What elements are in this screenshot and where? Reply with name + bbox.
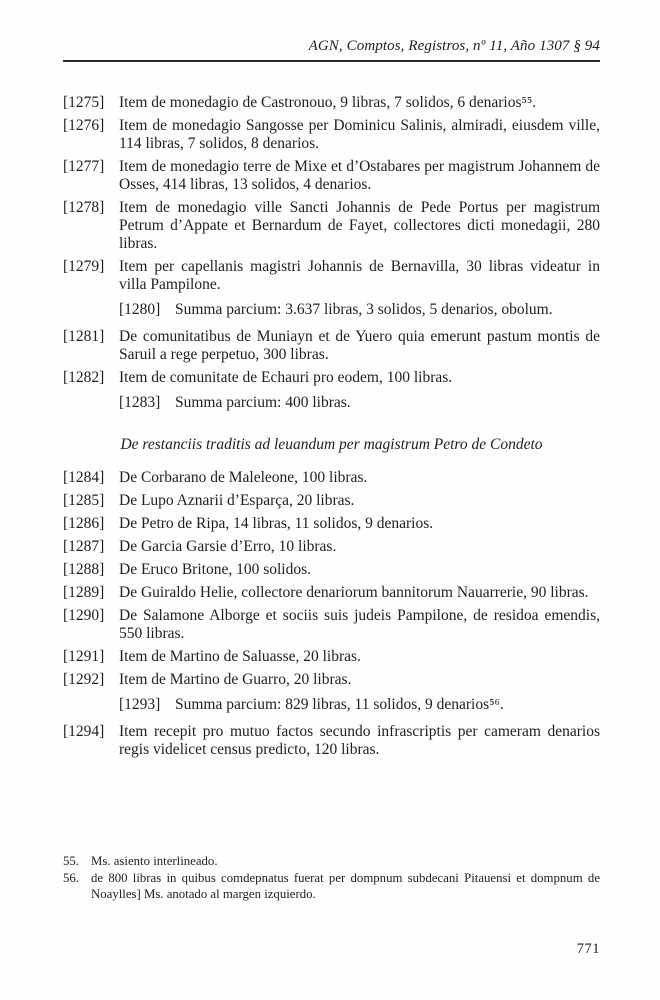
entry-number: [1279] bbox=[63, 258, 105, 275]
entry-number: [1290] bbox=[63, 607, 105, 624]
entry bbox=[63, 469, 600, 487]
entry-text: Item de monedagio Sangosse per Dominicu Salinis, almiradi, eiusdem ville, 114 libras, 7 solidos, 8 denarios. bbox=[119, 117, 600, 152]
running-header: AGN, Comptos, Registros, nº 11, Año 1307 § 94 bbox=[63, 38, 600, 62]
entry-number: [1293] bbox=[119, 696, 161, 713]
footnotes bbox=[63, 853, 600, 903]
entry bbox=[63, 369, 600, 387]
entry-text: Item per capellanis magistri Johannis de Bernavilla, 30 libras videatur in villa Pampilone. bbox=[119, 258, 600, 293]
entry-text: Summa parcium: 3.637 libras, 3 solidos, 5 denarios, obolum. bbox=[175, 301, 553, 318]
entry bbox=[63, 258, 600, 294]
entry-number: [1277] bbox=[63, 158, 105, 175]
entry-number: [1288] bbox=[63, 561, 105, 578]
entry-text: De Guiraldo Helie, collectore denariorum bannitorum Nauarrerie, 90 libras. bbox=[119, 584, 589, 601]
footnote-number: 55. bbox=[63, 854, 79, 868]
entry-number: [1281] bbox=[63, 328, 105, 345]
entry bbox=[63, 648, 600, 666]
entry-number: [1278] bbox=[63, 199, 105, 216]
entry-number: [1285] bbox=[63, 492, 105, 509]
entry bbox=[63, 538, 600, 556]
entry-text: De Eruco Britone, 100 solidos. bbox=[119, 561, 312, 578]
section-heading: De restanciis traditis ad leuandum per magistrum Petro de Condeto bbox=[120, 436, 543, 453]
entry-text: Summa parcium: 400 libras. bbox=[175, 394, 351, 411]
footnote-number: 56. bbox=[63, 870, 79, 885]
entry-number: [1276] bbox=[63, 117, 105, 134]
entry bbox=[63, 328, 600, 364]
entry-number: [1294] bbox=[63, 723, 105, 740]
footnote bbox=[63, 870, 600, 903]
page-number: 771 bbox=[576, 941, 600, 957]
entry-text: Item de monedagio de Castronouo, 9 libras, 7 solidos, 6 denarios⁵⁵. bbox=[119, 94, 537, 111]
entry-text: De Corbarano de Maleleone, 100 libras. bbox=[119, 469, 368, 486]
entry-text: De comunitatibus de Muniayn et de Yuero quia emerunt pastum montis de Saruil a rege perpetuo, 300 libras. bbox=[119, 328, 600, 363]
entry-number: [1286] bbox=[63, 515, 105, 532]
entry-text: De Salamone Alborge et sociis suis judeis Pampilone, de residoa emendis, 550 libras. bbox=[119, 607, 600, 642]
entry-text: Item de monedagio ville Sancti Johannis de Pede Portus per magistrum Petrum d’Appate et Bernardum de Fayet, collectores dicti monedagii, 280 libras. bbox=[119, 199, 600, 252]
entry-number: [1287] bbox=[63, 538, 105, 555]
footnote-text: Ms. asiento interlineado. bbox=[91, 854, 218, 868]
entry-number: [1282] bbox=[63, 369, 105, 386]
entry-summa bbox=[119, 394, 600, 412]
entry bbox=[63, 561, 600, 579]
entry-text: Item de Martino de Guarro, 20 libras. bbox=[119, 671, 352, 688]
entry-text: De Lupo Aznarii d’Esparça, 20 libras. bbox=[119, 492, 355, 509]
entry-text: De Garcia Garsie d’Erro, 10 libras. bbox=[119, 538, 337, 555]
entry bbox=[63, 117, 600, 153]
entry-list bbox=[63, 94, 600, 764]
entry bbox=[63, 584, 600, 602]
entry-text: Item de comunitate de Echauri pro eodem, 100 libras. bbox=[119, 369, 453, 386]
entry bbox=[63, 607, 600, 643]
entry bbox=[63, 492, 600, 510]
entry bbox=[63, 94, 600, 112]
entry-number: [1283] bbox=[119, 394, 161, 411]
entry bbox=[63, 158, 600, 194]
entry-summa bbox=[119, 696, 600, 714]
entry bbox=[63, 199, 600, 253]
entry bbox=[63, 723, 600, 759]
entry-text: Summa parcium: 829 libras, 11 solidos, 9 denarios⁵⁶. bbox=[175, 696, 504, 713]
entry-summa bbox=[119, 301, 600, 319]
entry bbox=[63, 515, 600, 533]
entry-number: [1291] bbox=[63, 648, 105, 665]
entry-number: [1280] bbox=[119, 301, 161, 318]
entry-text: De Petro de Ripa, 14 libras, 11 solidos, 9 denarios. bbox=[119, 515, 434, 532]
entry-text: Item de Martino de Saluasse, 20 libras. bbox=[119, 648, 361, 665]
entry-number: [1284] bbox=[63, 469, 105, 486]
entry-number: [1289] bbox=[63, 584, 105, 601]
footnote bbox=[63, 853, 600, 870]
entry-number: [1275] bbox=[63, 94, 105, 111]
footnote-text: de 800 libras in quibus comdepnatus fuerat per dompnum subdecani Pitauensi et dompnum de Noaylles] Ms. anotado al margen izquierdo. bbox=[91, 870, 600, 901]
entry-text: Item recepit pro mutuo factos secundo infrascriptis per cameram denarios regis videlicet census predicto, 120 libras. bbox=[119, 723, 600, 758]
entry bbox=[63, 671, 600, 689]
entry-text: Item de monedagio terre de Mixe et d’Ostabares per magistrum Johannem de Osses, 414 libras, 13 solidos, 4 denarios. bbox=[119, 158, 600, 193]
entry-number: [1292] bbox=[63, 671, 105, 688]
